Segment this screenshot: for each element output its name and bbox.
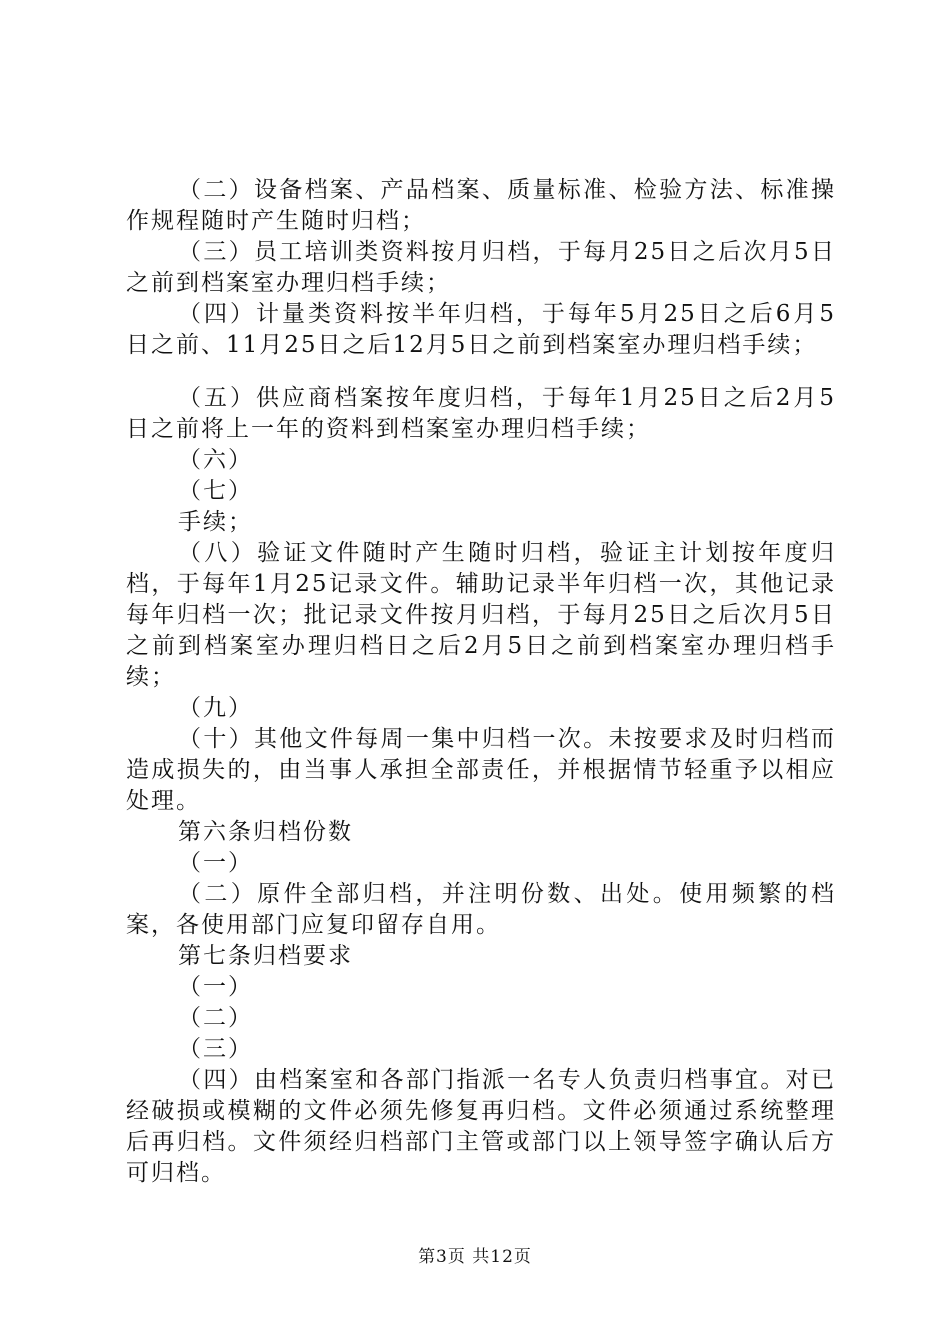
paragraph-other-files: （十）其他文件每周一集中归档一次。未按要求及时归档而造成损失的，由当事人承担全部责任，并根据情节轻重予以相应处理。 [126,726,836,814]
paragraph-supplier-archives: （五）供应商档案按年度归档，于每年1月25日之后2月5日之前将上一年的资料到档案室办理归档手续； [126,385,836,442]
paragraph-original-copies: （二）原件全部归档，并注明份数、出处。使用频繁的档案，各使用部门应复印留存自用。 [126,881,836,938]
paragraph-filing-responsibility: （四）由档案室和各部门指派一名专人负责归档事宜。对已经破损或模糊的文件必须先修复再归档。文件必须通过系统整理后再归档。文件须经归档部门主管或部门以上领导签字确认后方可归档。 [126,1067,836,1186]
section-heading-article-seven: 第七条归档要求 [178,943,353,969]
paragraph-training-materials: （三）员工培训类资料按月归档，于每月25日之后次月5日之前到档案室办理归档手续； [126,239,836,296]
page-number-footer: 第3页 共12页 [418,1247,532,1267]
document-body [126,175,836,1189]
paragraph-article-seven-item-one: （一） [178,974,253,1000]
paragraph-equipment-archives: （二）设备档案、产品档案、质量标准、检验方法、标准操作规程随时产生随时归档； [126,177,836,234]
paragraph-metrology-materials: （四）计量类资料按半年归档，于每年5月25日之后6月5日之前、11月25日之后12月5日之前到档案室办理归档手续； [126,301,836,358]
paragraph-article-seven-item-two: （二） [178,1005,253,1031]
paragraph-article-seven-item-three: （三） [178,1036,253,1062]
paragraph-validation-files: （八）验证文件随时产生随时归档，验证主计划按年度归档，于每年1月25记录文件。辅助记录半年归档一次，其他记录每年归档一次；批记录文件按月归档，于每月25日之后次月5日之前到档案室办理归档日之后2月5日之前到档案室办理归档手续； [126,540,836,690]
paragraph-item-six: （六） [178,447,253,473]
paragraph-procedures: 手续； [178,509,253,535]
paragraph-item-seven: （七） [178,478,253,504]
paragraph-article-six-item-one: （一） [178,850,253,876]
paragraph-item-nine: （九） [178,695,253,721]
section-heading-article-six: 第六条归档份数 [178,819,353,845]
